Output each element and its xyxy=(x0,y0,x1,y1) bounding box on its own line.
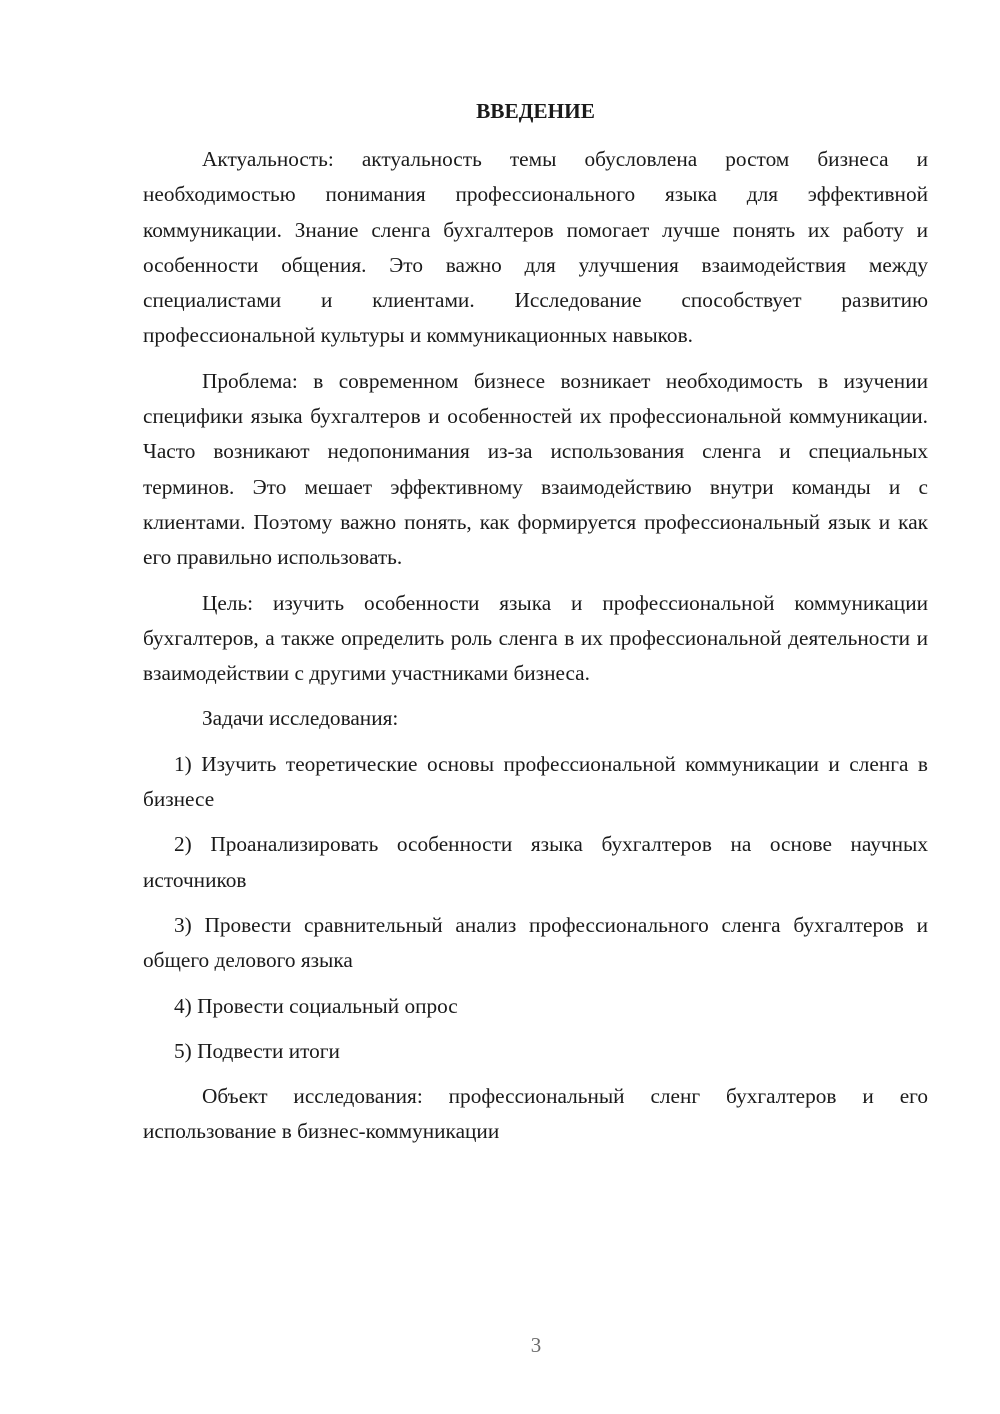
task-item: 1) Изучить теоретические основы профессиональной коммуникации и сленга в бизнесе xyxy=(143,751,928,812)
paragraph-goal: Цель: изучить особенности языка и профессиональной коммуникации бухгалтеров, а также определить роль сленга в их профессиональной деятельности и взаимодействии с другими участниками бизнеса. xyxy=(143,590,928,686)
document-page xyxy=(143,92,928,1160)
task-item: 3) Провести сравнительный анализ профессионального сленга бухгалтеров и общего делового языка xyxy=(143,912,928,973)
page-number: 3 xyxy=(530,1333,542,1357)
page-title: ВВЕДЕНИЕ xyxy=(476,99,595,123)
tasks-heading: Задачи исследования: xyxy=(202,706,399,731)
paragraph-object: Объект исследования: профессиональный сленг бухгалтеров и его использование в бизнес-коммуникации xyxy=(143,1084,928,1144)
task-item: 2) Проанализировать особенности языка бухгалтеров на основе научных источников xyxy=(143,832,928,892)
task-item: 5) Подвести итоги xyxy=(174,1038,340,1063)
task-item: 4) Провести социальный опрос xyxy=(174,993,458,1018)
paragraph-problem: Проблема: в современном бизнесе возникает необходимость в изучении специфики языка бухгалтеров и особенностей их профессиональной коммуникации. Часто возникают недопонимания из-за использования сленга и специальных терминов. Это мешает эффективному взаимодействию внутри команды и с клиентами. Поэтому важно понять, как формируется профессиональный язык и как его правильно использовать. xyxy=(143,368,928,570)
paragraph-relevance: Актуальность: актуальность темы обусловлена ростом бизнеса и необходимостью понимания профессионального языка для эффективной коммуникации. Знание сленга бухгалтеров помогает лучше понять их работу и особенности общения. Это важно для улучшения взаимодействия между специалистами и клиентами. Исследование способствует развитию профессиональной культуры и коммуникационных навыков. xyxy=(143,147,928,348)
